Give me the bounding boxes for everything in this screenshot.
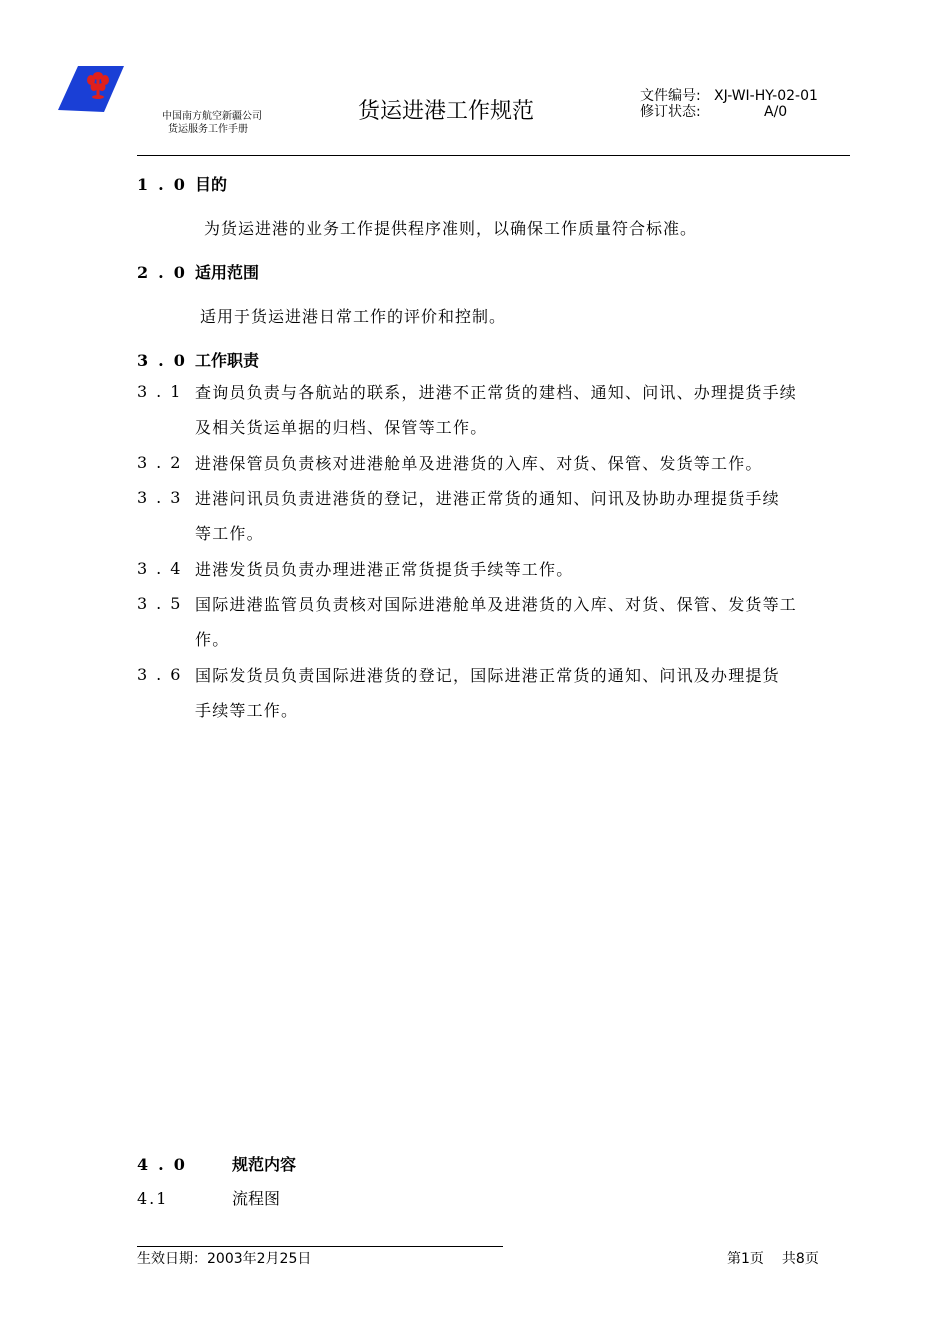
section-4-1-heading — [137, 1186, 280, 1209]
section-number: 4.0 — [137, 1155, 195, 1174]
item-text-cont: 等工作。 — [195, 524, 264, 543]
section-2-heading — [137, 260, 259, 283]
section-1-heading — [137, 172, 227, 195]
section-title: 适用范围 — [195, 263, 260, 282]
item-number: 3.5 — [137, 594, 190, 613]
page-total: 共8页 — [781, 1251, 819, 1267]
kapok-logo-icon — [58, 66, 124, 112]
duty-item — [137, 446, 850, 481]
manual-name: 货运服务工作手册 — [168, 124, 248, 135]
item-number: 3.1 — [137, 382, 190, 401]
section-title: 规范内容 — [232, 1155, 297, 1174]
subsection-number: 4.1 — [137, 1189, 169, 1208]
document-meta — [640, 88, 818, 120]
subsection-title: 流程图 — [232, 1189, 281, 1208]
item-text: 国际发货员负责国际进港货的登记，国际进港正常货的通知、问讯及办理提货 — [195, 666, 780, 685]
company-name: 中国南方航空新疆公司 — [162, 111, 262, 122]
page-number: 第1页 — [727, 1251, 764, 1267]
section-number: 2.0 — [137, 263, 195, 282]
section-title: 工作职责 — [195, 351, 260, 370]
item-number: 3.6 — [137, 665, 190, 684]
document-title: 货运进港工作规范 — [358, 99, 535, 124]
item-text: 进港保管员负责核对进港舱单及进港货的入库、对货、保管、发货等工作。 — [195, 454, 763, 473]
duty-item — [137, 481, 850, 551]
item-text: 进港问讯员负责进港货的登记，进港正常货的通知、问讯及协助办理提货手续 — [195, 489, 780, 508]
item-number: 3.4 — [137, 559, 190, 578]
page-indicator — [727, 1248, 819, 1268]
item-text: 查询员负责与各航站的联系，进港不正常货的建档、通知、问讯、办理提货手续 — [195, 383, 798, 402]
duty-item — [137, 375, 850, 445]
section-number: 3.0 — [137, 351, 195, 370]
company-logo — [58, 66, 124, 112]
duty-item — [137, 552, 850, 587]
section-2-body: 适用于货运进港日常工作的评价和控制。 — [200, 307, 507, 326]
revision-value: A/0 — [764, 104, 788, 120]
section-title: 目的 — [195, 175, 228, 194]
footer-divider — [137, 1246, 503, 1247]
company-name-block — [162, 110, 262, 136]
item-text-cont: 及相关货运单据的归档、保管等工作。 — [195, 418, 488, 437]
item-text-cont: 手续等工作。 — [195, 701, 299, 720]
item-text-cont: 作。 — [195, 630, 230, 649]
section-3-heading — [137, 348, 259, 371]
section-1-body: 为货运进港的业务工作提供程序准则，以确保工作质量符合标准。 — [204, 219, 698, 238]
doc-number-label: 文件编号: — [640, 88, 701, 104]
effective-date: 生效日期：2003年2月25日 — [137, 1251, 312, 1267]
item-number: 3.3 — [137, 488, 190, 507]
doc-number-value: XJ-WI-HY-02-01 — [714, 88, 818, 104]
item-text: 国际进港监管员负责核对国际进港舱单及进港货的入库、对货、保管、发货等工 — [195, 595, 798, 614]
section-4-heading — [137, 1152, 296, 1175]
duty-item — [137, 587, 850, 657]
item-text: 进港发货员负责办理进港正常货提货手续等工作。 — [195, 560, 574, 579]
revision-label: 修订状态: — [640, 104, 701, 120]
header-divider — [137, 155, 850, 156]
section-number: 1.0 — [137, 175, 195, 194]
item-number: 3.2 — [137, 453, 190, 472]
duty-item — [137, 658, 850, 728]
